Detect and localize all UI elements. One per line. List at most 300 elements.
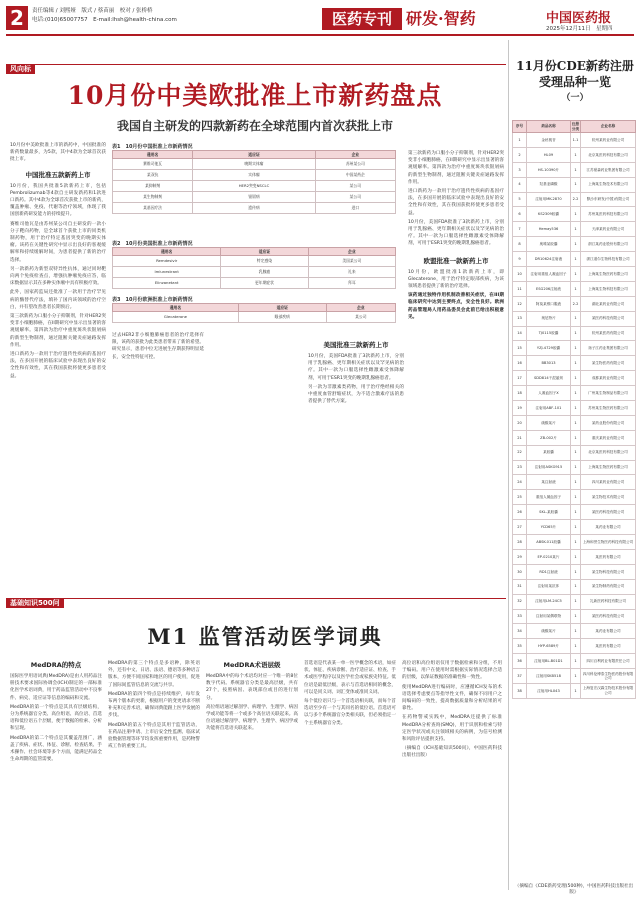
table-header-row — [513, 121, 636, 133]
table-row — [113, 256, 396, 267]
table-cell: 16 — [513, 356, 527, 371]
table-cell: 14 — [513, 326, 527, 341]
table-cell: 11 — [513, 281, 527, 296]
table-cell: 12 — [513, 296, 527, 311]
table-cell: 苏州某生物医药有限公司 — [581, 401, 636, 416]
table-row — [113, 170, 396, 181]
table-3 — [112, 296, 396, 323]
table-cell: 注射用HLX43 — [527, 683, 571, 698]
bottom-section-tag-label: 基础知识500问 — [6, 598, 64, 608]
table-cell: 硫酸某片 — [527, 415, 571, 430]
table-cell: 乳腺癌 — [221, 267, 308, 278]
table-cell: 3 — [513, 162, 527, 177]
table-cell: 北京某医药科技有限公司 — [581, 147, 636, 162]
paragraph: MedDRA的第二个特点是其覆盖范围广，涵盖了疾病、症状、体征、诊断、检查结果、手术操作、社会环境等多个方面，能满足药品全生命周期的监管需要。 — [10, 735, 102, 763]
table-cell: 32 — [513, 594, 527, 609]
table-row — [513, 535, 636, 550]
paragraph: MedDRA的第五个特点是其用于监管活动，在药品注册申请、上市后安全性监测、临床试验数据管理等环节均发挥重要作用，是药物警戒工作的重要工具。 — [108, 722, 200, 750]
bottom-section-tag — [6, 590, 64, 609]
staff-line: 责任编辑 / 刘熙娅 版式 / 蔡苗丽 校对 / 张桥桥 — [32, 8, 153, 14]
table-row — [513, 415, 636, 430]
table-cell: 天津某药业有限公司 — [581, 222, 636, 237]
table-cell: YZJ-4729胶囊 — [527, 341, 571, 356]
table-cell: 1 — [571, 237, 581, 252]
issue-date: 2025年12月11日 星期四 — [546, 26, 613, 32]
table-cell: Glecaterone — [113, 312, 239, 323]
table-cell: 1 — [571, 669, 581, 684]
table-cell: 17 — [513, 371, 527, 386]
table-header-cell: 企业 — [315, 151, 395, 159]
drug-table — [112, 247, 396, 289]
table-cell: 28 — [513, 535, 527, 550]
table-cell: RD1注射液 — [527, 564, 571, 579]
table-cell: 1 — [571, 356, 581, 371]
table-cell: 上海和誉生物医药科技有限公司 — [581, 535, 636, 550]
table-cell: 1 — [571, 341, 581, 356]
table-cell: 36 — [513, 654, 527, 669]
table-cell: 7 — [513, 222, 527, 237]
table-cell: 1 — [571, 549, 581, 564]
table-cell: 1 — [571, 162, 581, 177]
drug-table — [112, 303, 396, 323]
table-row — [513, 192, 636, 207]
table-cell: 注射用MK-2870 — [527, 192, 571, 207]
table-cell: 某医药科技有限公司 — [581, 609, 636, 624]
table-cell: 1 — [571, 475, 581, 490]
table-row — [513, 520, 636, 535]
paragraph: 过去HER2非小细胞肺癌患者的治疗选择有限，该药的获批为此类患者带来了新的希望。研究显示，患者中位无进展生存期获得明显延长，安全性特征可控。 — [112, 333, 204, 360]
table-cell: 1 — [571, 386, 581, 401]
table-cell: 1 — [571, 639, 581, 654]
table-row — [513, 147, 636, 162]
section-heading: 欧盟批准一款新药上市 — [423, 256, 489, 265]
table-cell: 1 — [571, 594, 581, 609]
table-cell: 1.1 — [571, 133, 581, 148]
table-row — [513, 281, 636, 296]
table-cell: 银屑病 — [193, 192, 316, 203]
table-cell: ZB-002片 — [527, 430, 571, 445]
paragraph: 该药通过独特作用机制改善相关症状，在III期临床研究中达到主要终点，安全性良好。欧洲药品管理局人用药品委员会此前已给出积极意见。 — [408, 293, 504, 320]
table-cell: 成都某药业有限公司 — [581, 371, 636, 386]
paragraph: MedDRA中的每个术语均对应一个唯一的8位数字代码。系统器官分类是最高层级，共有27个，按照病因、表现部位或目的进行划分。 — [206, 674, 298, 701]
paragraph: 10月份，我国共批准5款新药上市，包括Pembrolizumab等4款自主研发新药和1款进口新药。其中4款为全球首次获批上市的新药，覆盖肿瘤、免疫、代谢等治疗领域，体现了我国创新药研发能力的持续提升。 — [10, 183, 106, 218]
table-header-cell: 通用名 — [113, 248, 221, 256]
headline: 10月份中美欧批准上市新药盘点 — [67, 81, 443, 110]
bottom-headline: M1 监管活动医学词典 — [147, 624, 383, 649]
table-cell: 1 — [571, 564, 581, 579]
table-cell: 某药业有限公司 — [581, 624, 636, 639]
table-cell: 某双抗 — [113, 170, 193, 181]
table-row — [513, 639, 636, 654]
table-cell: 24 — [513, 475, 527, 490]
table-cell: 2 — [513, 147, 527, 162]
table-cell: 27 — [513, 520, 527, 535]
sidebar-title: 11月份CDE新药注册受理品种一览 — [516, 59, 634, 89]
table-cell: 注射用ABF-101 — [527, 401, 571, 416]
section-tag-label: 风向标 — [6, 64, 35, 74]
section-rule — [6, 598, 506, 599]
table-cell: DR10624注射液 — [527, 252, 571, 267]
table-cell: KS2309胶囊 — [527, 207, 571, 222]
table-cell: 1 — [571, 147, 581, 162]
table-cell: Imlunestrant — [113, 267, 221, 278]
table-row — [513, 326, 636, 341]
table-cell: 奥尼特片 — [527, 311, 571, 326]
table-cell: 4 — [513, 177, 527, 192]
table-cell: 湖北某药业有限公司 — [581, 296, 636, 311]
source-note: （摘编自《ICH基础知识500问》，中国医药科技出版社出版） — [402, 746, 502, 759]
table-row — [513, 341, 636, 356]
paragraph: 首选语是代表某一单一医学概念的术语，如症状、体征、疾病诊断、治疗适应证、检查、手术或医学程序以及医学社会或家族史特征。低位语是最低层级，表示与首选语相同的概念，可以是同义词、词汇变体或准同义词。 — [304, 661, 396, 695]
table-cell: 某生物技术有限公司 — [581, 490, 636, 505]
article-col-3 — [112, 332, 204, 364]
table-cell: 某医药有限公司 — [581, 549, 636, 564]
table-cell: SDD814干混悬剂 — [527, 371, 571, 386]
table-row — [513, 162, 636, 177]
table-cell: 注射用某抗体 — [527, 579, 571, 594]
table-cell: 北京某医药科技有限公司 — [581, 445, 636, 460]
table-cell: Elinzanetant — [113, 278, 221, 289]
table-cell: 1 — [571, 624, 581, 639]
table-cell: 1 — [571, 252, 581, 267]
table-cell: 杭州某药业有限公司 — [581, 133, 636, 148]
table-row — [113, 267, 396, 278]
table-cell: 2.2 — [571, 192, 581, 207]
table-cell: 31 — [513, 579, 527, 594]
table-row — [513, 624, 636, 639]
table-cell: 某注射液 — [527, 475, 571, 490]
table-cell: 某公司 — [315, 192, 395, 203]
paragraph: 进口新药为一款用于治疗遗传性疾病的基因疗法，在多国开展的临床试验中表现出良好的安全性和有效性，其在我国获批将使更多患者受益。 — [10, 352, 106, 379]
table-cell: 1 — [571, 281, 581, 296]
paragraph: 10月份，欧盟批准1款新药上市，即Glecaterone，用于治疗特定眼部疾病，为该领域患者提供了新的治疗选择。 — [408, 269, 504, 290]
table-cell: 注射用ASKG915 — [527, 460, 571, 475]
bottom-col-5 — [402, 660, 502, 760]
table-row — [513, 594, 636, 609]
table-cell: 某抑制剂 — [113, 181, 193, 192]
paragraph: 第三款新药为口服小分子抑制剂，针对HER2突变非小细胞肺癌，在II期研究中显示出显著的客观缓解率。第四款为治疗中重度斑块状银屑病的新型生物制剂，通过阻断关键炎症通路发挥作用。 — [408, 151, 504, 185]
table-cell: 羟基亚磷酸 — [527, 177, 571, 192]
section-heading: MedDRA的特点 — [30, 661, 82, 669]
paragraph: 另一款为非激素类药物，用于治疗绝经相关的中重度血管舒缩症状，为不适合激素疗法的患者提供了替代方案。 — [308, 384, 404, 405]
table-header-cell: 企业 — [326, 304, 395, 312]
table-cell: 某生物医药有限公司 — [581, 356, 636, 371]
contact-line: 电话:(010)65007757 E-mail:lhsh@health-china.com — [32, 17, 177, 23]
table-header-cell: 通用名 — [113, 304, 239, 312]
table-cell: 1 — [571, 207, 581, 222]
table-cell: 1 — [571, 311, 581, 326]
table-title: 表3 10月份欧洲批准上市新药情况 — [112, 297, 193, 303]
table-row — [513, 475, 636, 490]
table-cell: 眼部疾病 — [238, 312, 326, 323]
table-row — [513, 296, 636, 311]
table-header-cell: 适应证 — [221, 248, 308, 256]
table-row — [513, 669, 636, 684]
table-cell: 25 — [513, 490, 527, 505]
table-header-row — [113, 151, 396, 159]
paragraph: 此外，国家药监局还批准了一款用于治疗罕见病的酶替代疗法，填补了国内该领域的治疗空白，并有望改善患者长期预后。 — [10, 290, 106, 310]
table-cell: HYP-6589片 — [527, 639, 571, 654]
table-cell: 33 — [513, 609, 527, 624]
table-cell: 某医药科技有限公司 — [581, 505, 636, 520]
column-name: 医药专刊 — [322, 8, 402, 30]
table-cell: ABSK-011胶囊 — [527, 535, 571, 550]
table-row — [513, 460, 636, 475]
table-cell: 35 — [513, 639, 527, 654]
table-cell: 硫酸某片 — [527, 624, 571, 639]
table-cell: 赛维司他瓦 — [113, 159, 193, 170]
table-header-cell: 适应证 — [238, 304, 326, 312]
column-subtitle: 研发·智药 — [406, 9, 476, 28]
table-cell: 晚期实体瘤 — [193, 159, 316, 170]
table-cell: 注射用SKB518 — [527, 669, 571, 684]
bottom-col-1 — [10, 660, 102, 763]
table-row — [513, 207, 636, 222]
table-header-cell: 企业名称 — [581, 121, 636, 133]
section-tag — [6, 56, 35, 75]
table-cell: 某公司 — [326, 312, 395, 323]
table-cell: 1 — [513, 133, 527, 148]
paragraph: 第三款新药为口服小分子抑制剂，针对HER2突变非小细胞肺癌，在II期研究中显示出显著的客观缓解率。第四款为治疗中重度斑块状银屑病的新型生物制剂，通过阻断关键炎症通路发挥作用。 — [10, 314, 106, 348]
table-cell: 18 — [513, 386, 527, 401]
table-header-cell: 企业 — [308, 248, 395, 256]
paragraph: 10月份，美国FDA批准了3款新药上市，分别用于乳腺癌、更年期相关症状以及罕见病的治疗。其中一款为口服选择性雌激素受体降解剂，可用于ESR1突变的晚期乳腺癌患者。 — [408, 219, 504, 247]
table-cell: 1 — [571, 445, 581, 460]
table-header-cell: 通用名 — [113, 151, 193, 159]
table-cell: 奥嗪某胶囊 — [527, 237, 571, 252]
article-col-4 — [308, 340, 404, 405]
table-row — [513, 609, 636, 624]
section-heading: 美国批准三款新药上市 — [323, 341, 389, 349]
paragraph: MedDRA的第三个特点是多语种，除英语外，还有中文、日语、法语、德语等多种语言版本，方便不同国家和地区的用户使用，促进了国际间监管信息的交流与共享。 — [108, 661, 200, 688]
cde-registration-table — [512, 120, 636, 699]
table-cell: 上海复宏汉霖生物技术股份有限公司 — [581, 683, 636, 698]
table-cell: 扬子江药业集团有限公司 — [581, 341, 636, 356]
table-row — [513, 401, 636, 416]
table-cell: 23 — [513, 460, 527, 475]
table-cell: 5 — [513, 192, 527, 207]
table-cell: 苏州某公司 — [315, 159, 395, 170]
table-cell: 四川某药业有限公司 — [581, 475, 636, 490]
table-cell: 某生物科技有限公司 — [581, 564, 636, 579]
paragraph: 使用MedDRA进行编码时，应遵循ICH发布的术语选择考虑要点等指导性文件，确保不同用户之间编码的一致性，提高数据质量和分析结果的可靠性。 — [402, 684, 502, 712]
table-row — [513, 222, 636, 237]
table-cell: 1 — [571, 371, 581, 386]
article-col-1 — [10, 142, 106, 380]
table-cell: 1 — [571, 609, 581, 624]
table-header-cell: 适应证 — [193, 151, 316, 159]
bottom-col-4 — [304, 660, 396, 727]
table-cell: 29 — [513, 549, 527, 564]
sidebar-footnote: （摘编自《CDE新药受理(500种)，中国医药科技出版社出版》 — [514, 884, 634, 895]
table-cell: 1 — [571, 415, 581, 430]
table-row — [513, 445, 636, 460]
table-cell: 1 — [571, 490, 581, 505]
table-row — [113, 203, 396, 214]
table-row — [513, 267, 636, 282]
table-row — [113, 181, 396, 192]
table-cell: 30 — [513, 564, 527, 579]
paragraph: 赛维司他瓦是由苏州某公司自主研发的一款小分子靶向药物，是全球首个获批上市的同类机制药物，用于治疗特定基因突变的晚期实体瘤。该药在关键性研究中显示出良好的客观缓解率和持续缓解时间，为患者提供了新的治疗选择。 — [10, 221, 106, 263]
table-cell: HER2突变NSCLC — [193, 181, 316, 192]
article-col-5 — [408, 150, 504, 321]
table-cell: 1 — [571, 401, 581, 416]
table-header-row — [113, 248, 396, 256]
table-cell: 某生物制药有限公司 — [581, 579, 636, 594]
table-cell: 1 — [571, 222, 581, 237]
table-cell: 重组人凝血因子 — [527, 490, 571, 505]
paper-name: 中国医药报 — [546, 11, 612, 26]
table-cell: 22 — [513, 445, 527, 460]
table-cell: 1 — [571, 520, 581, 535]
table-header-row — [113, 304, 396, 312]
table-cell: 38 — [513, 683, 527, 698]
table-cell: 四川科伦博泰生物医药股份有限公司 — [581, 669, 636, 684]
column-divider — [508, 40, 509, 890]
table-row — [513, 237, 636, 252]
bottom-col-2 — [108, 660, 200, 750]
table-cell: 某医药科技有限公司 — [581, 311, 636, 326]
table-cell: 注射用重组人凝血因子 — [527, 267, 571, 282]
table-cell: 6 — [513, 207, 527, 222]
table-cell: 1 — [571, 535, 581, 550]
masthead-rule — [6, 34, 634, 36]
table-cell: 34 — [513, 624, 527, 639]
drug-table — [112, 150, 396, 214]
table-cell: 浙江道尔生物科技有限公司 — [581, 252, 636, 267]
paragraph: 另一款新药为新型双特异性抗体，通过同时靶向两个免疫检查点，增强抗肿瘤免疫应答，临床数据显示其在多种实体瘤中具有积极疗效。 — [10, 266, 106, 287]
table-cell: 某生物制剂 — [113, 192, 193, 203]
table-cell: 杭州某医药有限公司 — [581, 326, 636, 341]
table-row — [513, 133, 636, 148]
paragraph: 国际医学用语词典(MedDRA)是由人用药品注册技术要求国际协调会(ICH)制定的一部标准化医学术语词典，用于药品监管活动中不良事件、病史、适应证等信息的编码和交流。 — [10, 674, 102, 701]
table-cell: 1 — [571, 683, 581, 698]
table-cell: 重庆某药业有限公司 — [581, 430, 636, 445]
table-cell: 特定感染 — [221, 256, 308, 267]
table-cell: 上海某生物医药有限公司 — [581, 460, 636, 475]
table-2 — [112, 240, 396, 289]
table-row — [513, 371, 636, 386]
table-cell: YCD65片 — [527, 520, 571, 535]
table-cell: 26 — [513, 505, 527, 520]
table-cell: 金丝桃苷 — [527, 133, 571, 148]
table-row — [513, 683, 636, 698]
table-cell: 1 — [571, 654, 581, 669]
table-cell: 某胶囊 — [527, 445, 571, 460]
table-cell: 人凝血因子X — [527, 386, 571, 401]
table-row — [513, 490, 636, 505]
table-cell: HS-10390片 — [527, 162, 571, 177]
table-cell: 拜耳 — [308, 278, 395, 289]
table-cell: 21 — [513, 430, 527, 445]
table-1 — [112, 143, 396, 214]
table-cell: 遗传病 — [193, 203, 316, 214]
table-cell: 20 — [513, 415, 527, 430]
table-cell: 9 — [513, 252, 527, 267]
subheadline: 我国自主研发的四款新药在全球范围内首次获批上市 — [116, 119, 393, 133]
table-cell: 阿莫某维口服液 — [527, 296, 571, 311]
paragraph: 高位语和高位组语仅用于数据检索和分组，不用于编码。用户在使用时需根据实际情况选择合适的层级，以保证数据的准确性和一致性。 — [402, 661, 502, 681]
bottom-col-3 — [206, 660, 298, 733]
table-cell: 某基因疗法 — [113, 203, 193, 214]
table-cell: TJ0115胶囊 — [527, 326, 571, 341]
table-row — [513, 579, 636, 594]
table-cell: 浙江某药业股份有限公司 — [581, 237, 636, 252]
table-cell: 苏州某医药科技有限公司 — [581, 207, 636, 222]
table-cell: 19 — [513, 401, 527, 416]
table-cell: 某医药有限公司 — [581, 639, 636, 654]
table-cell: BB3013 — [527, 356, 571, 371]
table-cell: 15 — [513, 341, 527, 356]
paragraph: 在药物警戒实践中，MedDRA还提供了标准MedDRA分析查询(SMQ)，用于识别和检索与特定医学状况或关注领域相关的病例，为信号检测和风险评估提供支持。 — [402, 715, 502, 743]
table-row — [513, 311, 636, 326]
table-row — [513, 654, 636, 669]
table-cell: 礼来 — [308, 267, 395, 278]
paragraph: MedDRA的第四个特点是持续维护，每年发布两个版本的更新，根据用户的变更请求不断补充和完善术语，确保词典能跟上医学发展的步伐。 — [108, 691, 200, 719]
staff-info — [32, 7, 232, 25]
table-cell: 默沙东研发(中国)有限公司 — [581, 192, 636, 207]
cde-table — [512, 120, 636, 699]
table-row — [513, 177, 636, 192]
table-cell: 2.2 — [571, 296, 581, 311]
table-row — [513, 252, 636, 267]
table-cell: ESG206注射液 — [527, 281, 571, 296]
paragraph: 进口新药为一款用于治疗遗传性疾病的基因疗法，在多国开展的临床试验中表现出良好的安全性和有效性，其在我国获批将使更多患者受益。 — [408, 189, 504, 216]
table-cell: 江苏豪森药业集团有限公司 — [581, 162, 636, 177]
table-cell: 更年期症状 — [221, 278, 308, 289]
table-cell: 注射用LM-24C5 — [527, 594, 571, 609]
table-cell: 注射用某偶联物 — [527, 609, 571, 624]
sidebar-subtitle: （一） — [561, 93, 589, 103]
table-cell: SKL-某胶囊 — [527, 505, 571, 520]
paragraph: 10月份，美国FDA批准了3款新药上市，分别用于乳腺癌、更年期相关症状以及罕见病的治疗。其中一款为口服选择性雌激素受体降解剂，可用于ESR1突变的晚期乳腺癌患者。 — [308, 354, 404, 381]
table-header-cell: 注册分类 — [571, 121, 580, 131]
table-cell: Remdesivir — [113, 256, 221, 267]
table-title: 表1 10月份中国批准上市新药情况 — [112, 144, 193, 150]
paragraph: 每个低位语只与一个首选语相关联，而每个首选语至少有一个与其同名的低位语。首选语可以与多个系统器官分类相关联，但必须指定一个主系统器官分类。 — [304, 699, 396, 726]
table-row — [513, 505, 636, 520]
table-cell: 1 — [571, 579, 581, 594]
table-cell: 1 — [571, 505, 581, 520]
table-cell: 8 — [513, 237, 527, 252]
table-cell: 实体瘤 — [193, 170, 316, 181]
table-cell: 1 — [571, 430, 581, 445]
table-header-cell: 药品名称 — [527, 121, 571, 133]
table-cell: 礼新医药科技有限公司 — [581, 594, 636, 609]
section-heading: 中国批准五款新药上市 — [25, 170, 91, 179]
table-cell: 上海某生物医药有限公司 — [581, 267, 636, 282]
table-cell: 广州某生物制品有限公司 — [581, 386, 636, 401]
table-header-cell: 序号 — [513, 121, 527, 133]
table-row — [113, 278, 396, 289]
table-row — [513, 386, 636, 401]
paragraph: MedDRA的第一个特点是其具有层级结构，分为系统器官分类、高位组语、高位语、首选语和低位语五个层级，便于数据的检索、分析和呈现。 — [10, 704, 102, 732]
table-cell: 中国某药企 — [315, 170, 395, 181]
table-cell: 注射用BL-B01D1 — [527, 654, 571, 669]
section-heading: MedDRA术语层级 — [223, 661, 281, 669]
table-row — [513, 430, 636, 445]
table-cell: 37 — [513, 669, 527, 684]
table-cell: 某药业有限公司 — [581, 520, 636, 535]
table-cell: 进口 — [315, 203, 395, 214]
section-rule — [6, 64, 506, 65]
table-cell: 某公司 — [315, 181, 395, 192]
table-row — [113, 192, 396, 203]
table-row — [513, 564, 636, 579]
table-title: 表2 10月份美国批准上市新药情况 — [112, 241, 193, 247]
page-number: 2 — [6, 6, 28, 30]
table-cell: 美国某公司 — [308, 256, 395, 267]
